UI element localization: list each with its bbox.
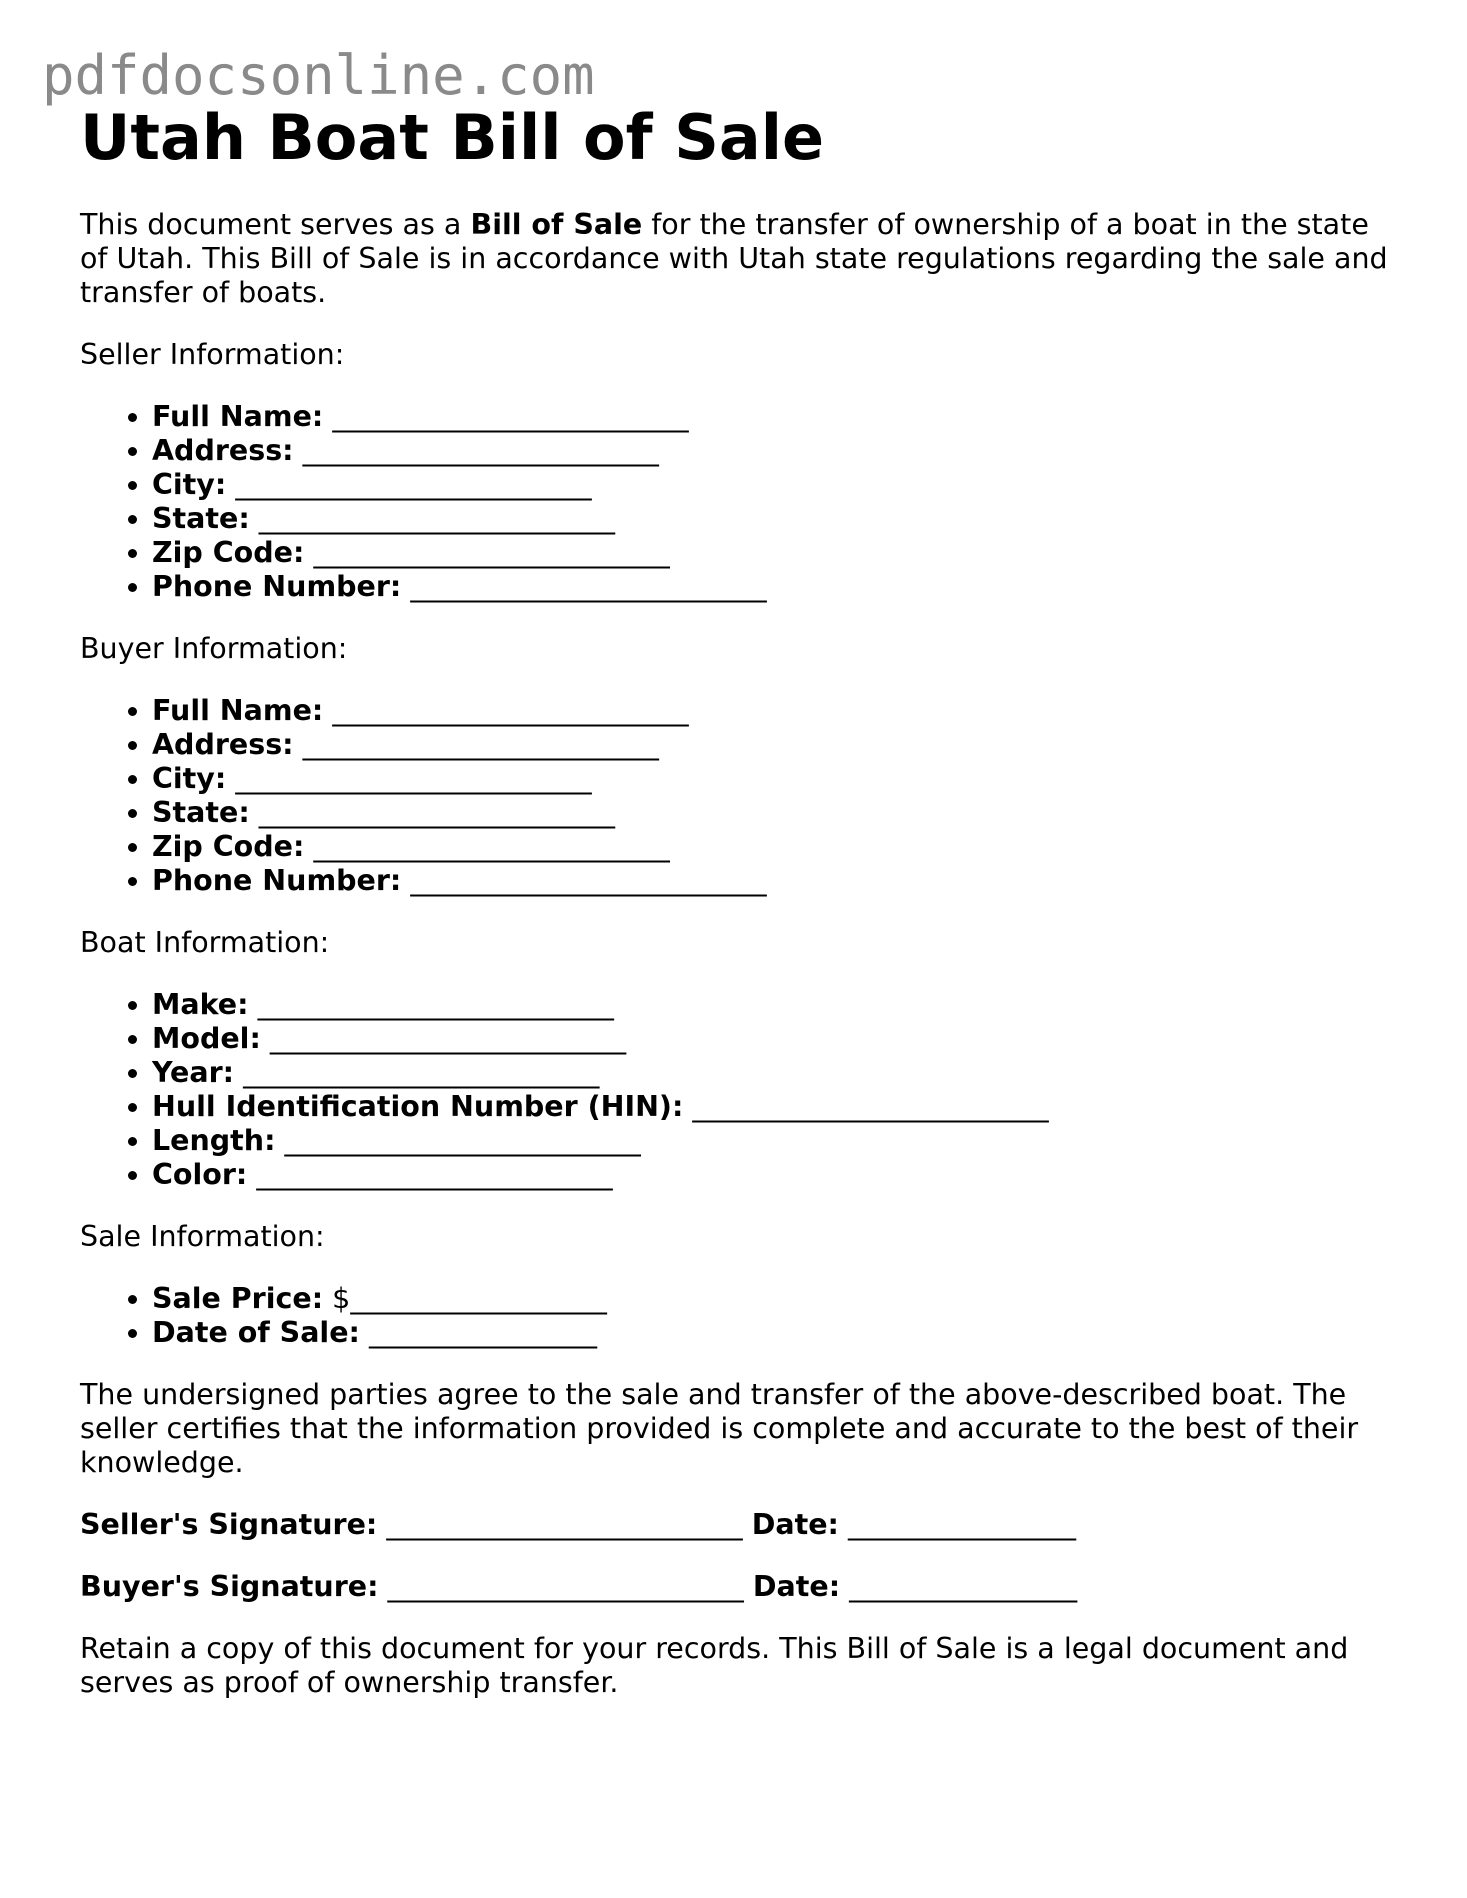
- field-blank[interactable]: _________________________: [249, 796, 616, 829]
- seller-full-name-field[interactable]: [152, 400, 1400, 434]
- field-label: Year:: [152, 1056, 235, 1089]
- field-label: City:: [152, 762, 227, 795]
- field-blank[interactable]: _________________________: [293, 728, 659, 761]
- intro-text-end: for the transfer of ownership of a boat in the state of Utah. This Bill of Sale is in accordance with Utah state regulations regarding the sale and transfer of boats.: [80, 208, 1388, 309]
- buyer-date-label: Date:: [752, 1570, 841, 1603]
- intro-text-start: This document serves as a: [80, 208, 471, 241]
- watermark: pdfdocsonline.com: [42, 44, 595, 107]
- sale-section-heading: Sale Information:: [80, 1220, 325, 1253]
- field-label: Hull Identification Number (HIN):: [152, 1090, 684, 1123]
- field-label: Date of Sale:: [152, 1316, 360, 1349]
- field-blank[interactable]: _________________________: [401, 864, 767, 897]
- seller-city-field[interactable]: [152, 468, 1400, 502]
- field-label: State:: [152, 502, 250, 535]
- field-blank[interactable]: _________________________: [234, 1056, 600, 1089]
- buyer-section-heading: Buyer Information:: [80, 632, 348, 665]
- seller-signature-row: [80, 1508, 1400, 1542]
- field-label: Length:: [152, 1124, 276, 1157]
- field-blank[interactable]: _________________________: [304, 536, 670, 569]
- seller-section-heading: Seller Information:: [80, 338, 345, 371]
- buyer-address-field[interactable]: [152, 728, 1400, 762]
- buyer-field-list: [80, 694, 1400, 898]
- seller-phone-number-field[interactable]: [152, 570, 1400, 604]
- field-blank[interactable]: _________________________: [247, 1158, 613, 1191]
- field-label: Full Name:: [152, 400, 324, 433]
- field-label: City:: [152, 468, 227, 501]
- field-blank[interactable]: _________________________: [323, 400, 689, 433]
- field-blank[interactable]: _________________________: [304, 830, 670, 863]
- seller-signature-label: Seller's Signature:: [80, 1508, 378, 1541]
- field-label: Sale Price:: [152, 1282, 324, 1315]
- field-blank[interactable]: _________________________: [248, 988, 614, 1021]
- field-blank[interactable]: _________________________: [275, 1124, 641, 1157]
- intro-paragraph: [80, 208, 1400, 310]
- buyer-phone-number-field[interactable]: [152, 864, 1400, 898]
- field-blank[interactable]: ________________: [359, 1316, 597, 1349]
- field-label: Phone Number:: [152, 570, 402, 603]
- buyer-full-name-field[interactable]: [152, 694, 1400, 728]
- sale-field-list: [80, 1282, 1400, 1350]
- seller-signature-line[interactable]: _________________________: [377, 1508, 752, 1541]
- buyer-city-field[interactable]: [152, 762, 1400, 796]
- field-label: Make:: [152, 988, 249, 1021]
- boat-model-field[interactable]: [152, 1022, 1400, 1056]
- field-blank[interactable]: _________________________: [293, 434, 659, 467]
- field-label: State:: [152, 796, 250, 829]
- field-blank[interactable]: $__________________: [323, 1282, 607, 1315]
- boat-year-field[interactable]: [152, 1056, 1400, 1090]
- agreement-paragraph: The undersigned parties agree to the sale and transfer of the above-described boat. The seller certifies that the information provided is complete and accurate to the best of their knowledge.: [80, 1378, 1359, 1479]
- field-label: Zip Code:: [152, 536, 305, 569]
- buyer-signature-line[interactable]: _________________________: [378, 1570, 753, 1603]
- field-label: Address:: [152, 728, 294, 761]
- sale-price-field[interactable]: [152, 1282, 1400, 1316]
- field-label: Full Name:: [152, 694, 324, 727]
- boat-section-heading: Boat Information:: [80, 926, 330, 959]
- buyer-signature-row: [80, 1570, 1400, 1604]
- boat-make-field[interactable]: [152, 988, 1400, 1022]
- field-label: Address:: [152, 434, 294, 467]
- seller-date-line[interactable]: ________________: [838, 1508, 1076, 1541]
- field-blank[interactable]: _________________________: [401, 570, 767, 603]
- seller-state-field[interactable]: [152, 502, 1400, 536]
- intro-bold-term: Bill of Sale: [470, 208, 643, 241]
- field-blank[interactable]: _________________________: [249, 502, 616, 535]
- field-label: Color:: [152, 1158, 248, 1191]
- document-body: [80, 96, 1400, 1700]
- seller-address-field[interactable]: [152, 434, 1400, 468]
- buyer-date-line[interactable]: ________________: [840, 1570, 1078, 1603]
- boat-color-field[interactable]: [152, 1158, 1400, 1192]
- seller-field-list: [80, 400, 1400, 604]
- seller-zip-code-field[interactable]: [152, 536, 1400, 570]
- field-blank[interactable]: _________________________: [323, 694, 689, 727]
- boat-length-field[interactable]: [152, 1124, 1400, 1158]
- field-label: Phone Number:: [152, 864, 402, 897]
- field-blank[interactable]: _________________________: [683, 1090, 1049, 1123]
- seller-date-label: Date:: [751, 1508, 839, 1541]
- buyer-state-field[interactable]: [152, 796, 1400, 830]
- document-title: Utah Boat Bill of Sale: [80, 101, 824, 174]
- date-of-sale-field[interactable]: [152, 1316, 1400, 1350]
- buyer-zip-code-field[interactable]: [152, 830, 1400, 864]
- boat-field-list: [80, 988, 1400, 1192]
- boat-hin-field[interactable]: [152, 1090, 1400, 1124]
- field-label: Model:: [152, 1022, 261, 1055]
- field-blank[interactable]: _________________________: [226, 468, 592, 501]
- buyer-signature-label: Buyer's Signature:: [80, 1570, 379, 1603]
- field-label: Zip Code:: [152, 830, 305, 863]
- field-blank[interactable]: _________________________: [226, 762, 592, 795]
- field-blank[interactable]: _________________________: [260, 1022, 627, 1055]
- closing-paragraph: Retain a copy of this document for your records. This Bill of Sale is a legal document and serves as proof of ownership transfer.: [80, 1632, 1349, 1699]
